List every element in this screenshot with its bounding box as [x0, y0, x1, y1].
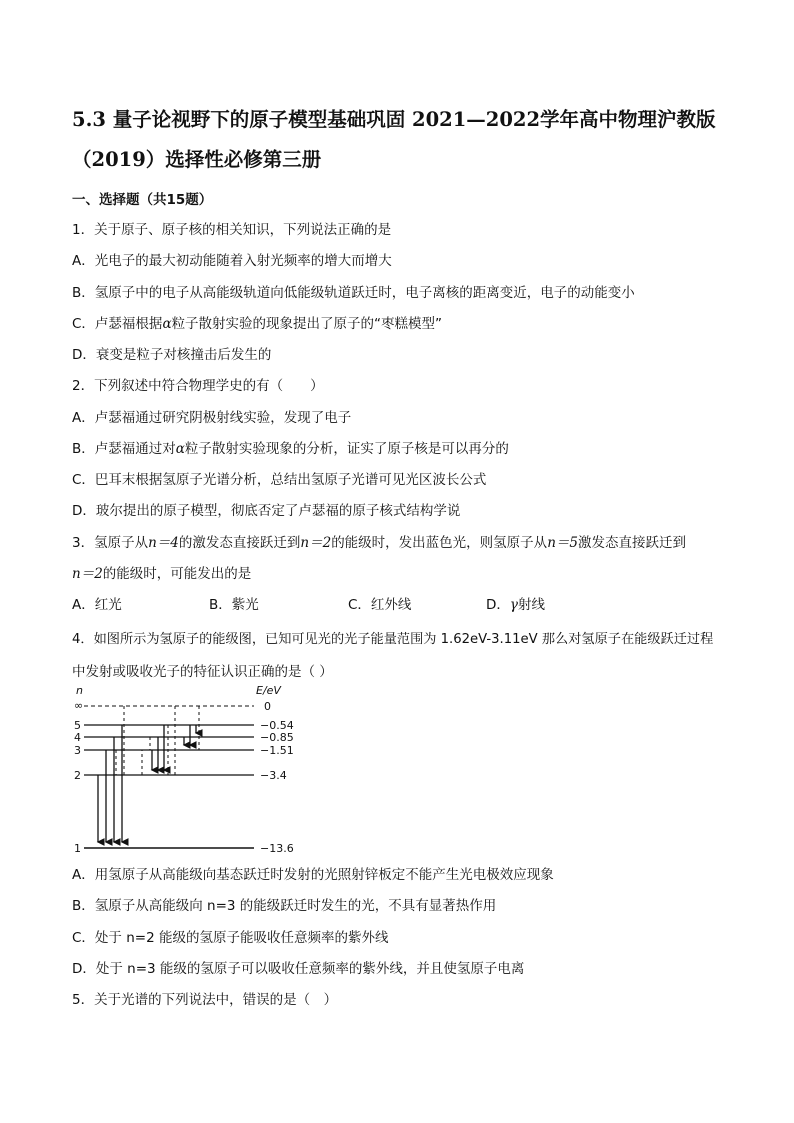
e-axis-label: E/eV: [256, 684, 281, 697]
q1-stem: 1．关于原子、原子核的相关知识，下列说法正确的是: [72, 222, 392, 238]
q2-b-text: B．卢瑟福通过对: [72, 441, 176, 457]
level-e-label: −0.54: [260, 719, 294, 732]
q1-option-b: B．氢原子中的电子从高能级轨道向低能级轨道跃迁时，电子离核的距离变近，电子的动能变小: [72, 285, 635, 301]
q3-stem-line1: [72, 531, 686, 551]
q3-d-text-2: 射线: [517, 597, 545, 613]
n-axis-label: n: [76, 684, 83, 697]
q1-option-a: A．光电子的最大初动能随着入射光频率的增大而增大: [72, 253, 392, 269]
section-heading: 一、选择题（共15题）: [72, 192, 213, 208]
q2-option-b: [72, 437, 509, 457]
gamma-symbol: γ: [509, 597, 518, 613]
q2-option-d: D．玻尔提出的原子模型，彻底否定了卢瑟福的原子核式结构学说: [72, 503, 461, 519]
transition-dashed-guides: [114, 706, 199, 775]
q3-option-c: C．红外线: [348, 597, 412, 613]
level-e-label: −3.4: [260, 769, 287, 782]
transition-arrows-to-n2: [152, 725, 164, 770]
q3-option-a: A．红光: [72, 597, 122, 613]
level-e-label: −1.51: [260, 744, 294, 757]
q3-n4: n＝4: [148, 535, 179, 551]
q4-option-a: A．用氢原子从高能级向基态跃迁时发射的光照射锌板定不能产生光电极效应现象: [72, 867, 554, 883]
energy-level-diagram: [68, 682, 308, 854]
q1-option-d: D．衰变是粒子对核撞击后发生的: [72, 347, 272, 363]
q3-text: 激发态直接跃迁到: [577, 535, 686, 551]
q4-stem-line1: 4．如图所示为氢原子的能级图，已知可见光的光子能量范围为 1.62eV-3.11eV 那么对氢原子在能级跃迁过程: [72, 632, 714, 647]
q3-n2: n＝2: [72, 566, 103, 582]
q3-text: 的激发态直接跃迁到: [178, 535, 301, 551]
q3-option-d: [486, 593, 545, 613]
level-n-label: 4: [74, 731, 81, 744]
q3-d-text: D．: [486, 597, 510, 613]
level-n-label: ∞: [74, 699, 84, 712]
q4-stem-line2: 中发射或吸收光子的特征认识正确的是（ ）: [72, 664, 333, 680]
q2-option-c: C．巴耳末根据氢原子光谱分析，总结出氢原子光谱可见光区波长公式: [72, 472, 487, 488]
q1-option-c: [72, 312, 442, 332]
level-n-label: 1: [74, 842, 81, 854]
level-n-label: 5: [74, 719, 81, 732]
q3-text: 3．氢原子从: [72, 535, 149, 551]
q2-option-a: A．卢瑟福通过研究阴极射线实验，发现了电子: [72, 410, 352, 426]
level-e-label: 0: [264, 700, 271, 713]
level-n-label: 2: [74, 769, 81, 782]
q3-n5: n＝5: [547, 535, 578, 551]
q3-stem-line2: [72, 562, 251, 582]
transition-arrows-upper: [184, 725, 196, 745]
level-e-label: −13.6: [260, 842, 294, 854]
alpha-symbol: α: [162, 316, 172, 332]
q3-n2: n＝2: [300, 535, 332, 551]
page-title: 5.3 量子论视野下的原子模型基础巩固 2021—2022学年高中物理沪教版（2019）选择性必修第三册: [72, 108, 716, 171]
level-e-label: −0.85: [260, 731, 294, 744]
q4-option-b: B．氢原子从高能级向 n=3 的能级跃迁时发生的光，不具有显著热作用: [72, 898, 497, 914]
q1-c-text: C．卢瑟福根据: [72, 316, 163, 332]
q4-option-c: C．处于 n=2 能级的氢原子能吸收任意频率的紫外线: [72, 930, 389, 946]
transition-arrows-to-ground: [98, 725, 122, 842]
q3-text: 的能级时，发出蓝色光，则氢原子从: [331, 535, 548, 551]
alpha-symbol: α: [175, 441, 185, 457]
q1-c-text-2: 粒子散射实验的现象提出了原子的“枣糕模型”: [171, 316, 443, 332]
level-n-label: 3: [74, 744, 81, 757]
q4-option-d: D．处于 n=3 能级的氢原子可以吸收任意频率的紫外线，并且使氢原子电离: [72, 961, 525, 977]
q3-option-b: B．紫光: [209, 597, 259, 613]
q2-b-text-2: 粒子散射实验现象的分析，证实了原子核是可以再分的: [184, 441, 509, 457]
q3-text: 的能级时，可能发出的是: [102, 566, 252, 582]
q2-stem: 2．下列叙述中符合物理学史的有（ ）: [72, 378, 324, 394]
q5-stem: 5．关于光谱的下列说法中，错误的是（ ）: [72, 992, 338, 1008]
